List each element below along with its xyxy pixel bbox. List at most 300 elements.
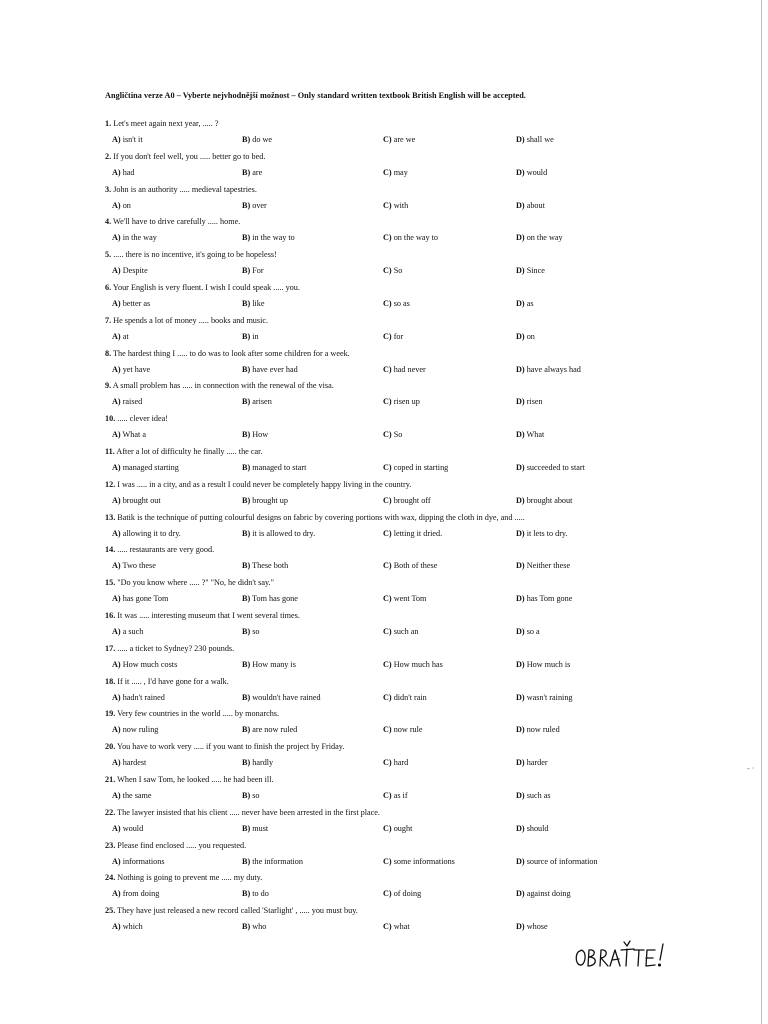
answer-option-b (242, 526, 315, 542)
question-stem (105, 182, 665, 198)
answer-option-a (112, 362, 150, 378)
question-item (105, 313, 665, 346)
question-stem (105, 838, 665, 854)
question-stem (105, 346, 665, 362)
answer-options (105, 394, 665, 410)
option-text: it lets to dry. (526, 528, 568, 538)
question-item (105, 477, 665, 510)
question-stem (105, 116, 665, 132)
answer-option-d (516, 821, 549, 837)
option-text: may (393, 167, 408, 177)
question-text: ..... restaurants are very good. (117, 545, 215, 555)
option-text: with (393, 200, 409, 210)
answer-option-b (242, 886, 269, 902)
option-text: of doing (393, 889, 422, 899)
question-number: 16. (105, 610, 116, 620)
question-stem (105, 411, 665, 427)
answer-option-b (242, 296, 265, 312)
answer-option-c (383, 493, 431, 509)
option-letter: D) (516, 922, 525, 932)
question-number: 18. (105, 676, 116, 686)
answer-option-a (112, 526, 181, 542)
option-letter: C) (383, 528, 392, 538)
answer-options (105, 427, 665, 443)
option-letter: A) (112, 856, 121, 866)
option-text: yet have (122, 364, 151, 374)
question-number: 17. (105, 643, 116, 653)
question-number: 25. (105, 906, 116, 916)
answer-option-c (383, 690, 427, 706)
answer-option-b (242, 132, 272, 148)
option-text: on the way (526, 233, 563, 243)
question-stem (105, 674, 665, 690)
option-letter: A) (112, 430, 121, 440)
option-letter: C) (383, 790, 392, 800)
option-text: are we (393, 135, 416, 144)
option-text: so (252, 626, 260, 636)
answer-option-d (516, 558, 570, 574)
question-item (105, 378, 665, 411)
answer-option-c (383, 263, 402, 279)
answer-options (105, 558, 665, 574)
option-text: wouldn't have rained (252, 692, 321, 702)
option-letter: B) (242, 692, 251, 702)
option-letter: D) (516, 659, 525, 669)
option-text: like (252, 298, 265, 308)
question-item (105, 444, 665, 477)
answer-option-c (383, 230, 438, 246)
question-text: When I saw Tom, he looked ..... he had been ill. (117, 774, 274, 784)
option-letter: D) (516, 692, 525, 702)
option-letter: B) (242, 397, 251, 407)
question-item (105, 674, 665, 707)
question-text: Batik is the technique of putting colourful designs on fabric by covering portions with wax, dipping the cloth in dye, and ..... (117, 512, 525, 522)
answer-option-d (516, 624, 540, 640)
question-text: Your English is very fluent. I wish I could speak ..... you. (112, 282, 300, 292)
answer-options (105, 329, 665, 345)
answer-options (105, 854, 665, 870)
answer-option-c (383, 591, 426, 607)
option-letter: C) (383, 856, 392, 866)
answer-option-a (112, 624, 143, 640)
option-letter: A) (112, 397, 121, 407)
option-text: raised (122, 397, 143, 407)
question-number: 8. (105, 348, 112, 358)
question-number: 15. (105, 578, 116, 588)
option-letter: A) (112, 725, 121, 735)
answer-option-d (516, 886, 571, 902)
answer-option-a (112, 755, 146, 771)
answer-options (105, 624, 665, 640)
option-text: succeeded to start (526, 462, 585, 472)
answer-option-b (242, 624, 260, 640)
answer-options (105, 722, 665, 738)
option-letter: B) (242, 298, 251, 308)
answer-option-a (112, 427, 146, 443)
option-text: now ruling (122, 725, 159, 735)
option-text: hardly (252, 758, 274, 768)
option-letter: C) (383, 135, 392, 144)
answer-option-b (242, 263, 264, 279)
answer-option-d (516, 526, 568, 542)
answer-option-d (516, 296, 534, 312)
answer-option-b (242, 165, 262, 181)
answer-options (105, 263, 665, 279)
margin-mark: - · (747, 764, 755, 773)
option-text: about (526, 200, 545, 210)
option-letter: B) (242, 266, 251, 276)
question-item (105, 903, 665, 936)
option-text: have ever had (252, 364, 298, 374)
option-text: informations (122, 856, 165, 866)
option-letter: B) (242, 200, 251, 210)
question-text: "Do you know where ..... ?" "No, he didn't say." (117, 578, 274, 588)
answer-options (105, 198, 665, 214)
answer-option-d (516, 460, 585, 476)
option-letter: D) (516, 594, 525, 604)
option-letter: C) (383, 233, 392, 243)
answer-option-b (242, 460, 306, 476)
question-stem (105, 542, 665, 558)
question-number: 10. (105, 414, 116, 424)
question-number: 1. (105, 119, 112, 128)
question-stem (105, 378, 665, 394)
answer-options (105, 919, 665, 935)
option-letter: C) (383, 626, 392, 636)
answer-option-c (383, 296, 410, 312)
option-text: are (252, 167, 263, 177)
option-letter: B) (242, 626, 251, 636)
answer-option-b (242, 558, 288, 574)
answer-option-b (242, 394, 272, 410)
option-letter: C) (383, 331, 392, 341)
answer-option-a (112, 132, 143, 148)
option-text: brought off (393, 495, 431, 505)
question-number: 19. (105, 709, 116, 719)
question-number: 7. (105, 315, 112, 325)
answer-options (105, 526, 665, 542)
answer-option-c (383, 526, 442, 542)
answer-option-d (516, 198, 545, 214)
option-text: Both of these (393, 561, 438, 571)
option-letter: B) (242, 331, 251, 341)
answer-option-d (516, 722, 560, 738)
option-letter: C) (383, 495, 392, 505)
answer-options (105, 132, 665, 148)
option-text: are now ruled (252, 725, 298, 735)
option-text: now rule (393, 725, 423, 735)
question-number: 3. (105, 184, 112, 194)
question-text: He spends a lot of money ..... books and music. (113, 315, 269, 325)
question-text: If it ..... , I'd have gone for a walk. (117, 676, 229, 686)
answer-option-c (383, 329, 403, 345)
option-letter: B) (242, 594, 251, 604)
question-number: 13. (105, 512, 116, 522)
question-text: ..... there is no incentive, it's going to be hopeless! (113, 250, 277, 260)
handwritten-note-drawing (572, 938, 668, 972)
option-letter: C) (383, 200, 392, 210)
question-item (105, 116, 665, 149)
question-text: We'll have to drive carefully ..... home. (113, 217, 241, 227)
question-list (105, 116, 665, 936)
question-item (105, 411, 665, 444)
answer-option-a (112, 296, 150, 312)
answer-option-b (242, 230, 295, 246)
question-item (105, 214, 665, 247)
option-text: against doing (526, 889, 571, 899)
answer-option-c (383, 460, 448, 476)
answer-options (105, 788, 665, 804)
question-stem (105, 772, 665, 788)
answer-option-a (112, 460, 179, 476)
option-text: do we (252, 135, 273, 144)
option-letter: A) (112, 823, 121, 833)
option-letter: C) (383, 298, 392, 308)
answer-option-d (516, 493, 572, 509)
option-letter: C) (383, 758, 392, 768)
question-stem (105, 149, 665, 165)
question-item (105, 608, 665, 641)
answer-options (105, 886, 665, 902)
option-text: Two these (122, 561, 156, 571)
option-text: such an (393, 626, 419, 636)
question-item (105, 706, 665, 739)
answer-option-b (242, 722, 297, 738)
question-number: 5. (105, 250, 112, 260)
option-letter: B) (242, 561, 251, 571)
question-stem (105, 608, 665, 624)
option-text: has Tom gone (526, 594, 573, 604)
option-text: These both (252, 561, 289, 571)
option-text: such as (526, 790, 551, 800)
answer-option-b (242, 657, 296, 673)
answer-option-c (383, 198, 408, 214)
option-text: what (393, 922, 410, 932)
option-text: How much is (526, 659, 571, 669)
option-text: as (526, 298, 534, 308)
answer-option-b (242, 427, 268, 443)
question-item (105, 838, 665, 871)
option-text: some informations (393, 856, 455, 866)
answer-option-c (383, 755, 408, 771)
option-letter: D) (516, 331, 525, 341)
answer-option-a (112, 558, 156, 574)
question-text: John is an authority ..... medieval tapestries. (113, 184, 257, 194)
answer-option-c (383, 657, 443, 673)
question-number: 23. (105, 840, 116, 850)
answer-option-d (516, 230, 563, 246)
option-letter: A) (112, 561, 121, 571)
question-text: ..... clever idea! (117, 414, 168, 424)
option-text: better as (122, 298, 151, 308)
answer-option-d (516, 362, 581, 378)
question-text: The hardest thing I ..... to do was to look after some children for a week. (113, 348, 350, 358)
option-letter: C) (383, 659, 392, 669)
question-text: Please find enclosed ..... you requested. (117, 840, 247, 850)
option-letter: D) (516, 528, 525, 538)
question-stem (105, 903, 665, 919)
option-text: now ruled (526, 725, 560, 735)
option-letter: A) (112, 692, 121, 702)
answer-option-d (516, 394, 543, 410)
answer-option-b (242, 329, 259, 345)
question-text: Let's meet again next year, ..... ? (113, 119, 219, 128)
option-text: in (252, 331, 259, 341)
option-letter: D) (516, 758, 525, 768)
option-text: would (526, 167, 548, 177)
answer-option-a (112, 788, 152, 804)
question-item (105, 575, 665, 608)
answer-option-a (112, 690, 165, 706)
option-letter: C) (383, 922, 392, 932)
option-letter: C) (383, 823, 392, 833)
option-letter: A) (112, 495, 121, 505)
question-stem (105, 313, 665, 329)
answer-option-b (242, 788, 260, 804)
option-letter: A) (112, 790, 121, 800)
option-text: must (252, 823, 269, 833)
option-letter: C) (383, 692, 392, 702)
answer-options (105, 460, 665, 476)
option-letter: B) (242, 364, 251, 374)
answer-option-a (112, 821, 143, 837)
answer-option-a (112, 230, 157, 246)
answer-option-b (242, 919, 266, 935)
question-number: 12. (105, 479, 116, 489)
option-letter: D) (516, 233, 525, 243)
option-text: allowing it to dry. (122, 528, 181, 538)
question-text: I was ..... in a city, and as a result I could never be completely happy living in the country. (117, 479, 412, 489)
option-text: in the way (122, 233, 157, 243)
option-letter: B) (242, 430, 251, 440)
answer-option-b (242, 591, 298, 607)
question-number: 21. (105, 774, 116, 784)
option-text: How much has (393, 659, 443, 669)
question-stem (105, 477, 665, 493)
question-text: The lawyer insisted that his client ..... never have been arrested in the first place. (117, 807, 380, 817)
question-number: 9. (105, 381, 112, 391)
option-text: so as (393, 298, 410, 308)
option-text: it is allowed to dry. (252, 528, 316, 538)
option-text: for (393, 331, 404, 341)
option-letter: A) (112, 594, 121, 604)
option-letter: D) (516, 856, 525, 866)
option-letter: B) (242, 135, 251, 144)
question-item (105, 772, 665, 805)
answer-options (105, 165, 665, 181)
option-letter: C) (383, 594, 392, 604)
answer-option-c (383, 558, 437, 574)
option-text: hadn't rained (122, 692, 165, 702)
answer-option-a (112, 165, 135, 181)
question-stem (105, 280, 665, 296)
option-letter: A) (112, 659, 121, 669)
option-letter: B) (242, 495, 251, 505)
option-letter: A) (112, 922, 121, 932)
question-stem (105, 641, 665, 657)
option-text: has gone Tom (122, 594, 169, 604)
option-letter: C) (383, 397, 392, 407)
answer-option-d (516, 329, 535, 345)
option-text: over (252, 200, 267, 210)
option-text: had never (393, 364, 426, 374)
option-letter: B) (242, 856, 251, 866)
question-item (105, 346, 665, 379)
question-stem (105, 706, 665, 722)
option-text: should (526, 823, 549, 833)
answer-option-c (383, 165, 408, 181)
option-letter: A) (112, 889, 121, 899)
answer-option-c (383, 624, 418, 640)
option-letter: A) (112, 462, 121, 472)
answer-option-b (242, 690, 321, 706)
option-text: who (252, 922, 267, 932)
question-stem (105, 247, 665, 263)
option-letter: B) (242, 659, 251, 669)
option-letter: A) (112, 200, 121, 210)
option-letter: D) (516, 790, 525, 800)
question-stem (105, 575, 665, 591)
option-letter: D) (516, 462, 525, 472)
option-text: What a (122, 430, 146, 440)
question-stem (105, 444, 665, 460)
option-letter: D) (516, 364, 525, 374)
question-number: 2. (105, 151, 112, 161)
answer-option-a (112, 919, 143, 935)
option-letter: C) (383, 167, 392, 177)
option-letter: D) (516, 397, 525, 407)
question-text: Nothing is going to prevent me ..... my duty. (117, 873, 263, 883)
option-letter: B) (242, 167, 251, 177)
question-number: 20. (105, 742, 116, 752)
option-letter: C) (383, 725, 392, 735)
answer-option-a (112, 591, 168, 607)
option-text: Tom has gone (252, 594, 298, 604)
option-letter: B) (242, 758, 251, 768)
option-text: would (122, 823, 144, 833)
answer-option-a (112, 263, 148, 279)
answer-option-a (112, 394, 142, 410)
option-text: How much costs (122, 659, 178, 669)
question-item (105, 510, 665, 543)
option-letter: B) (242, 462, 251, 472)
answer-options (105, 362, 665, 378)
handwritten-note (572, 938, 668, 972)
question-number: 24. (105, 873, 116, 883)
option-text: hardest (122, 758, 147, 768)
option-text: harder (526, 758, 548, 768)
option-text: Despite (122, 266, 148, 276)
option-text: managed starting (122, 462, 179, 472)
option-letter: D) (516, 135, 525, 144)
answer-option-d (516, 919, 548, 935)
question-stem (105, 510, 665, 526)
option-letter: A) (112, 266, 121, 276)
option-text: whose (526, 922, 548, 932)
answer-options (105, 493, 665, 509)
question-text: After a lot of difficulty he finally ..... the car. (116, 446, 263, 456)
answer-option-d (516, 788, 551, 804)
answer-option-b (242, 362, 298, 378)
option-text: wasn't raining (526, 692, 573, 702)
question-item (105, 182, 665, 215)
option-text: letting it dried. (393, 528, 443, 538)
option-text: risen (526, 397, 543, 407)
question-item (105, 542, 665, 575)
answer-option-d (516, 755, 548, 771)
option-text: coped in starting (393, 462, 449, 472)
question-number: 11. (105, 446, 115, 456)
